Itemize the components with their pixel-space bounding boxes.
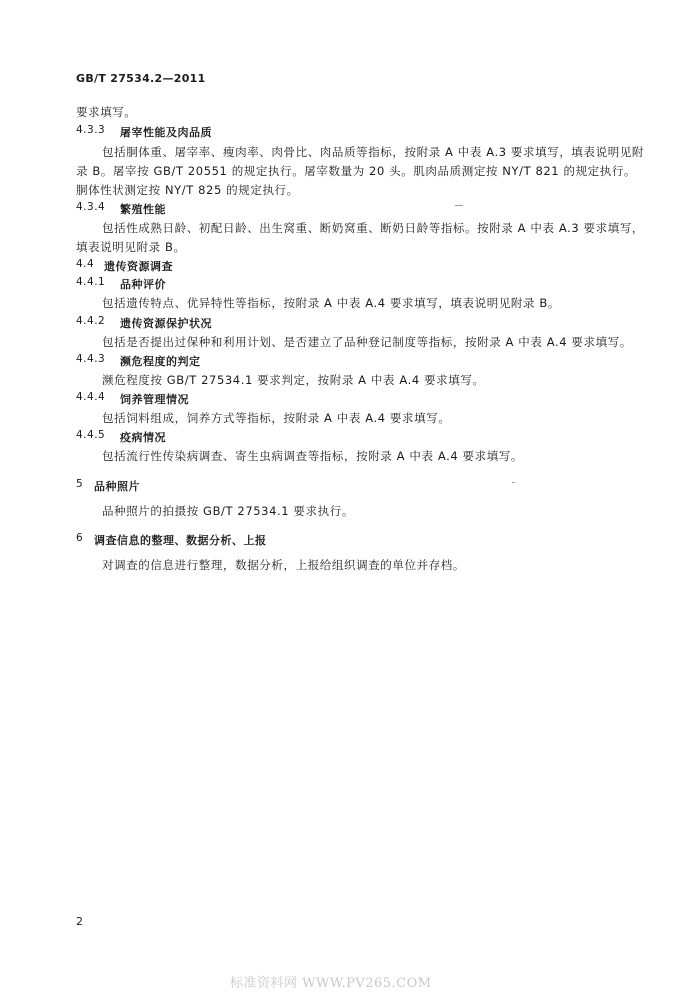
- section-number: 4.4.1: [76, 276, 106, 288]
- standard-number: GB/T 27534.2—2011: [76, 72, 206, 85]
- section-title: 遗传资源保护状况: [120, 317, 212, 330]
- section-number: 4.4.4: [76, 391, 106, 403]
- section-title: 遗传资源调查: [104, 260, 173, 273]
- scan-speck: [512, 482, 515, 483]
- section-title: 调查信息的整理、数据分析、上报: [94, 534, 267, 547]
- section-number: 4.4: [76, 258, 95, 270]
- paragraph-line: 包括胴体重、屠宰率、瘦肉率、肉骨比、肉品质等指标，按附录 A 中表 A.3 要求填写，填表说明见附: [102, 145, 645, 159]
- paragraph-line: 填表说明见附录 B。: [76, 240, 186, 254]
- section-title: 濒危程度的判定: [120, 355, 201, 368]
- scan-speck: [455, 205, 463, 206]
- section-number: 5: [76, 478, 84, 490]
- paragraph-line: 品种照片的拍摄按 GB/T 27534.1 要求执行。: [102, 504, 354, 518]
- section-number: 4.3.3: [76, 124, 106, 136]
- section-number: 4.4.2: [76, 315, 106, 327]
- section-title: 饲养管理情况: [120, 393, 189, 406]
- paragraph-line: 包括性成熟日龄、初配日龄、出生窝重、断奶窝重、断奶日龄等指标。按附录 A 中表 A.3 要求填写，: [102, 221, 645, 235]
- paragraph-line: 包括遗传特点、优异特性等指标，按附录 A 中表 A.4 要求填写，填表说明见附录 B。: [102, 296, 560, 310]
- paragraph-line: 包括饲料组成，饲养方式等指标，按附录 A 中表 A.4 要求填写。: [102, 411, 451, 425]
- section-title: 品种照片: [94, 480, 140, 493]
- section-number: 4.4.5: [76, 429, 106, 441]
- section-number: 4.3.4: [76, 201, 106, 213]
- section-title: 屠宰性能及肉品质: [120, 126, 212, 139]
- paragraph-line: 包括流行性传染病调查、寄生虫病调查等指标，按附录 A 中表 A.4 要求填写。: [102, 449, 524, 463]
- page-number: 2: [76, 915, 83, 928]
- section-number: 4.4.3: [76, 353, 106, 365]
- paragraph: 要求填写。: [76, 105, 137, 119]
- paragraph-line: 胴体性状测定按 NY/T 825 的规定执行。: [76, 183, 299, 197]
- paragraph-line: 包括是否提出过保种和利用计划、是否建立了品种登记制度等指标，按附录 A 中表 A.4 要求填写。: [102, 335, 632, 349]
- paragraph-line: 对调查的信息进行整理，数据分析，上报给组织调查的单位并存档。: [102, 558, 465, 572]
- section-number: 6: [76, 532, 84, 544]
- watermark: 标准资料网 WWW.PV265.COM: [230, 976, 432, 991]
- section-title: 繁殖性能: [120, 203, 166, 216]
- section-title: 品种评价: [120, 278, 166, 291]
- paragraph-line: 录 B。屠宰按 GB/T 20551 的规定执行。屠宰数量为 20 头。肌肉品质测定按 NY/T 821 的规定执行。: [76, 164, 637, 178]
- paragraph-line: 濒危程度按 GB/T 27534.1 要求判定，按附录 A 中表 A.4 要求填写。: [102, 373, 485, 387]
- section-title: 疫病情况: [120, 431, 166, 444]
